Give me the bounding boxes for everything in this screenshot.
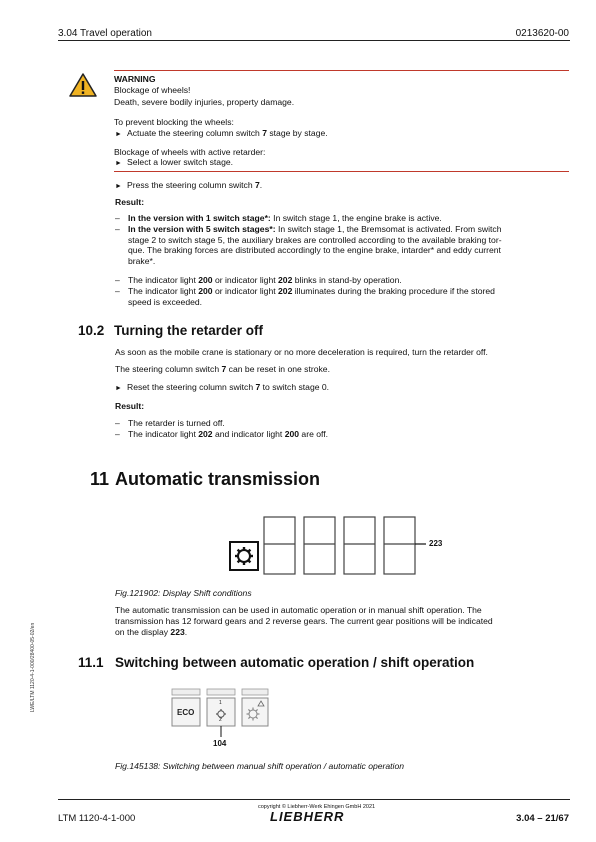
warning-bottom-rule <box>114 171 569 172</box>
arrow-bullet-icon: ► <box>115 183 122 190</box>
section-10-2-number: 10.2 <box>78 323 105 338</box>
warning-step1: ► Actuate the steering column switch 7 stage by stage. <box>115 128 328 141</box>
result-item-4: – The indicator light 200 or indicator light 202 illuminates during the braking procedure if the stored speed is exceeded. <box>115 286 495 307</box>
s10-2-result-label: Result: <box>115 401 145 411</box>
warning-line2: Death, severe bodily injuries, property damage. <box>114 97 295 107</box>
arrow-bullet-icon: ► <box>115 385 122 392</box>
header-section: 3.04 Travel operation <box>58 28 152 39</box>
gear-display-digit-4 <box>384 517 415 574</box>
header-rule <box>58 40 570 41</box>
section-11-title: Automatic transmission <box>115 469 321 489</box>
arrow-bullet-icon: ► <box>115 131 122 138</box>
result-item-1: – In the version with 1 switch stage*: In switch stage 1, the engine brake is active. <box>115 213 442 223</box>
eco-label: ECO <box>177 708 195 717</box>
gear-display-digit-1 <box>264 517 295 574</box>
fig2-callout-104: 104 <box>213 739 227 748</box>
section-11-1-number: 11.1 <box>78 655 104 670</box>
section-11-1-title: Switching between automatic operation / shift operation <box>115 655 475 670</box>
result-item-2: – In the version with 5 switch stages*: In switch stage 1, the Bremsomat is activated. From switch stage 2 to switch stage 5, the auxiliary brakes are controlled according to the available braking tor- que. The braking forces are distributed accordingly to the engine brake, intarder* and eddy current brake*. <box>115 224 502 266</box>
s10-2-result-1: – The retarder is turned off. <box>115 418 225 428</box>
fig1-callout-223: 223 <box>429 539 443 548</box>
fig1-caption: Fig.121902: Display Shift conditions <box>115 588 252 598</box>
gear-display-digit-3 <box>344 517 375 574</box>
side-document-code: LWE/LTM 1120-4-1-000/28400-05-02/en <box>30 622 36 712</box>
liebherr-logo: LIEBHERR <box>270 809 345 824</box>
footer-copyright: copyright © Liebherr-Werk Ehingen GmbH 2021 <box>258 804 376 810</box>
section-11-number: 11 <box>90 469 110 489</box>
warning-prevent-intro: To prevent blocking the wheels: <box>114 117 234 127</box>
s11-paragraph-line3: on the display 223. <box>115 627 188 637</box>
gear-icon-box <box>230 542 258 570</box>
s10-2-step: ► Reset the steering column switch 7 to switch stage 0. <box>115 382 329 395</box>
section-10-2-title: Turning the retarder off <box>114 323 264 338</box>
button-number-2: 2 <box>219 717 222 723</box>
s10-2-paragraph-1: As soon as the mobile crane is stationary or no more deceleration is required, turn the retarder off. <box>115 347 488 357</box>
footer-model: LTM 1120-4-1-000 <box>58 813 136 824</box>
s10-2-paragraph-2: The steering column switch 7 can be reset in one stroke. <box>115 364 330 374</box>
result-label: Result: <box>115 197 145 207</box>
s11-paragraph-line2: transmission has 12 forward gears and 2 reverse gears. The current gear positions will be indicated <box>115 616 493 626</box>
warning-top-rule <box>114 70 569 71</box>
header-doc-number: 0213620-00 <box>515 28 569 39</box>
footer-rule <box>58 799 570 800</box>
result-item-3: – The indicator light 200 or indicator light 202 blinks in stand-by operation. <box>115 275 402 285</box>
gear-display-digit-2 <box>304 517 335 574</box>
warning-triangle-icon <box>68 72 98 98</box>
press-step: ► Press the steering column switch 7. <box>115 180 262 193</box>
display-shift-conditions-figure <box>228 515 460 577</box>
s11-paragraph-line1: The automatic transmission can be used in automatic operation or in manual shift operation. The <box>115 605 482 615</box>
warning-title: WARNING <box>114 74 156 84</box>
warning-line1: Blockage of wheels! <box>114 85 191 95</box>
button-number-1: 1 <box>219 700 222 706</box>
arrow-bullet-icon: ► <box>115 160 122 167</box>
warning-step2: ► Select a lower switch stage. <box>115 157 233 170</box>
fig2-caption: Fig.145138: Switching between manual shift operation / automatic operation <box>115 761 405 771</box>
warning-retarder-intro: Blockage of wheels with active retarder: <box>114 147 266 157</box>
footer-page: 3.04 – 21/67 <box>516 813 569 824</box>
s10-2-result-2: – The indicator light 202 and indicator light 200 are off. <box>115 429 329 439</box>
automatic-shift-button <box>242 698 268 726</box>
